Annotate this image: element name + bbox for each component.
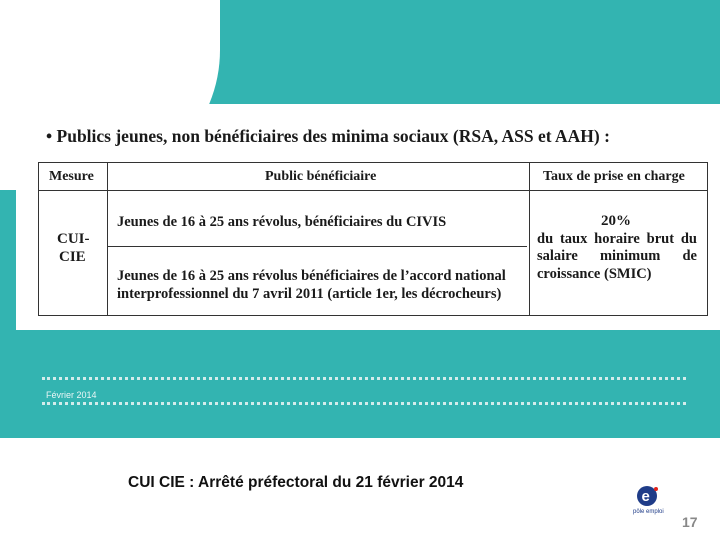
table-row-civis: Jeunes de 16 à 25 ans révolus, bénéficiaires du CIVIS: [117, 214, 447, 230]
taux-line-2: salaire minimum de: [537, 248, 697, 264]
taux-line-3: croissance (SMIC): [537, 266, 652, 282]
header-public: Public bénéficiaire: [265, 169, 377, 184]
footer-date: Février 2014: [46, 390, 97, 400]
table-divider: [39, 190, 707, 191]
table-divider: [529, 163, 530, 315]
measure-table: [38, 162, 708, 316]
header-mesure: Mesure: [49, 169, 94, 184]
dotted-divider: [42, 377, 686, 380]
bullet-text: Publics jeunes, non bénéficiaires des minima sociaux (RSA, ASS et AAH) :: [56, 126, 610, 146]
pole-emploi-logo: [632, 484, 664, 518]
table-divider: [107, 246, 527, 247]
taux-line-1: du taux horaire brut du: [537, 231, 697, 247]
bullet-glyph: •: [46, 126, 53, 146]
scanned-document: [16, 104, 720, 330]
logo-wordmark: pôle emploi: [633, 509, 664, 515]
mesure-line-2: CIE: [59, 249, 86, 265]
taux-percent: 20%: [601, 213, 631, 229]
table-row-decrocheurs: Jeunes de 16 à 25 ans révolus bénéficiaires de l’accord national interprofessionnel du 7 avril 2011 (article 1er, les décrocheurs): [117, 268, 506, 302]
bullet-heading: [46, 126, 610, 147]
table-divider: [107, 163, 108, 315]
header-taux: Taux de prise en charge: [543, 169, 685, 184]
svg-text:e: e: [641, 488, 650, 505]
slide-title: CUI CIE : Arrêté préfectoral du 21 février 2014: [128, 474, 464, 491]
mesure-line-1: CUI-: [57, 231, 90, 247]
dotted-divider: [42, 402, 686, 405]
page-number: 17: [682, 514, 698, 530]
